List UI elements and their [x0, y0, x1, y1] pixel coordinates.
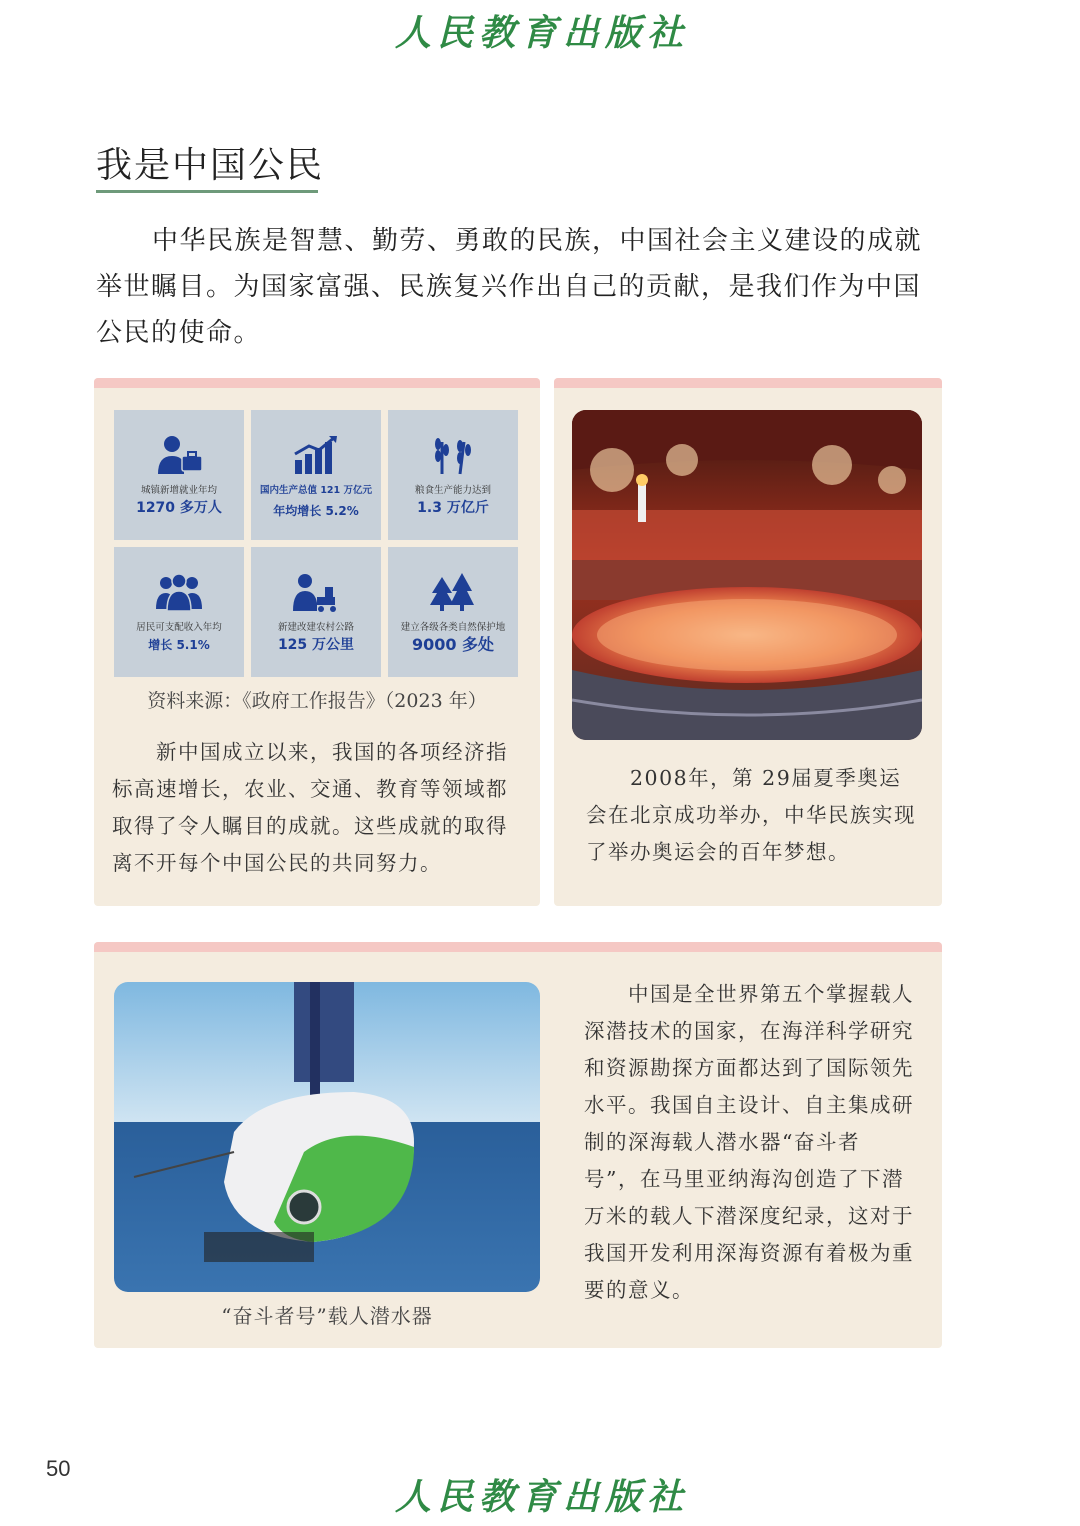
stat-value: 年均增长 5.2%	[273, 504, 359, 518]
panel-top-bar	[94, 942, 942, 952]
intro-paragraph: 中华民族是智慧、勤劳、勇敢的民族，中国社会主义建设的成就举世瞩目。为国家富强、民族复兴作出自己的贡献，是我们作为中国公民的使命。	[96, 226, 923, 348]
submersible-caption: “奋斗者号”载人潜水器	[221, 1304, 433, 1328]
stat-value: 1.3 万亿斤	[417, 500, 489, 516]
stat-label: 城镇新增就业年均	[140, 485, 217, 496]
data-source: 资料来源：《政府工作报告》（2023 年）	[147, 690, 487, 712]
stat-label: 粮食生产能力达到	[414, 485, 491, 496]
publisher-logo-bottom: 人民教育出版社	[395, 1476, 690, 1518]
road-builder-icon	[291, 571, 341, 613]
pine-trees-icon	[428, 571, 478, 613]
stat-value: 增长 5.1%	[148, 638, 210, 652]
stat-label: 国内生产总值 121 万亿元	[260, 485, 372, 496]
submersible-paragraph: 中国是全世界第五个掌握载人深潜技术的国家，在海洋科学研究和资源勘探方面都达到了国际领先水平。我国自主设计、自主集成研制的深海载人潜水器“奋斗者号”，在马里亚纳海沟创造了下潜万米的载人下潜深度纪录，这对于我国开发利用深海资源有着极为重要的意义。	[584, 982, 914, 1302]
submersible-photo	[114, 982, 540, 1292]
stat-tile-grain	[388, 410, 518, 540]
stats-panel	[94, 378, 540, 906]
stat-tile-gdp	[251, 410, 381, 540]
olympics-panel	[554, 378, 942, 906]
stat-tile-income	[114, 547, 244, 677]
stat-value: 9000 多处	[411, 635, 495, 654]
stat-label: 建立各级各类自然保护地	[400, 622, 506, 633]
stat-tile-roads	[251, 547, 381, 677]
stat-value: 1270 多万人	[136, 500, 222, 516]
briefcase-person-icon	[154, 434, 204, 476]
stat-value: 125 万公里	[277, 637, 355, 653]
stats-grid	[114, 410, 518, 676]
stadium-fireworks-photo	[572, 410, 922, 740]
stat-label: 居民可支配收入年均	[136, 622, 222, 633]
wheat-icon	[428, 434, 478, 476]
stat-tile-employment	[114, 410, 244, 540]
stat-tile-reserves	[388, 547, 518, 677]
growth-chart-icon	[291, 434, 341, 476]
stat-label: 新建改建农村公路	[277, 622, 354, 633]
stats-paragraph: 新中国成立以来，我国的各项经济指标高速增长，农业、交通、教育等领域都取得了令人瞩目的成就。这些成就的取得离不开每个中国公民的共同努力。	[112, 740, 508, 875]
submersible-panel	[94, 942, 942, 1348]
olympics-paragraph: 2008年，第 29届夏季奥运会在北京成功举办，中华民族实现了举办奥运会的百年梦想。	[586, 766, 916, 864]
panel-top-bar	[554, 378, 942, 388]
panel-top-bar	[94, 378, 540, 388]
page-number: 50	[46, 1456, 71, 1481]
section-title: 我是中国公民	[96, 145, 325, 186]
publisher-logo-top: 人民教育出版社	[395, 12, 690, 54]
people-group-icon	[154, 571, 204, 613]
title-underline	[96, 190, 318, 193]
